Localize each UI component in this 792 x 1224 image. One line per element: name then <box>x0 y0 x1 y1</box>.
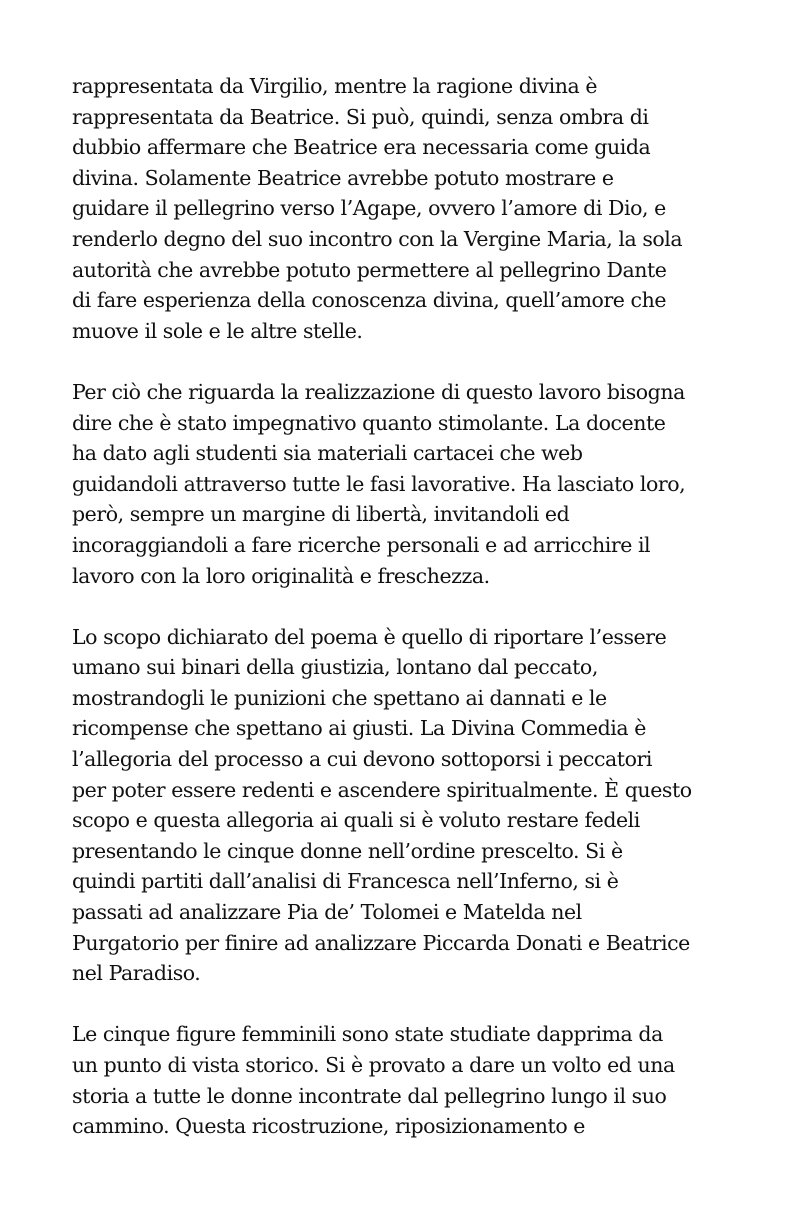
text-line: un punto di vista storico. Si è provato a dare un volto ed una <box>72 1053 675 1077</box>
text-line: di fare esperienza della conoscenza divina, quell’amore che <box>72 288 667 313</box>
text-line: umano sui binari della giustizia, lontano dal peccato, <box>72 655 598 680</box>
text-line: incoraggiandoli a fare ricerche personali e ad arricchire il <box>72 532 651 557</box>
paragraph-4 <box>72 1019 724 1141</box>
text-line: Le cinque figure femminili sono state studiate dapprima da <box>72 1022 663 1047</box>
text-line: ha dato agli studenti sia materiali cartacei che web <box>72 441 583 466</box>
text-line: autorità che avrebbe potuto permettere al pellegrino Dante <box>72 257 667 282</box>
text-line: lavoro con la loro originalità e freschezza. <box>72 563 490 588</box>
text-line: nel Paradiso. <box>72 961 201 986</box>
text-line: quindi partiti dall’analisi di Francesca nell’Inferno, si è <box>72 869 619 894</box>
text-line: muove il sole e le altre stelle. <box>72 318 363 343</box>
text-line: presentando le cinque donne nell’ordine prescelto. Si è <box>72 838 623 863</box>
text-line: dire che è stato impegnativo quanto stimolante. La docente <box>72 410 666 435</box>
text-line: Lo scopo dichiarato del poema è quello di riportare l’essere <box>72 624 667 649</box>
text-line: mostrandogli le punizioni che spettano ai dannati e le <box>72 685 607 710</box>
text-line: guidare il pellegrino verso l’Agape, ovvero l’amore di Dio, e <box>72 196 666 221</box>
text-line: dubbio affermare che Beatrice era necessaria come guida <box>72 135 651 160</box>
text-line: guidandoli attraverso tutte le fasi lavorative. Ha lasciato loro, <box>72 471 686 496</box>
document-page <box>72 71 724 1172</box>
text-line: Per ciò che riguarda la realizzazione di questo lavoro bisogna <box>72 379 685 404</box>
paragraph-1 <box>72 71 724 346</box>
text-line: però, sempre un margine di libertà, invitandoli ed <box>72 502 570 527</box>
text-line: l’allegoria del processo a cui devono sottoporsi i peccatori <box>72 747 652 772</box>
text-line: per poter essere redenti e ascendere spiritualmente. È questo <box>72 777 692 802</box>
paragraph-2 <box>72 377 724 591</box>
text-line: rappresentata da Virgilio, mentre la ragione divina è <box>72 74 598 98</box>
text-line: rappresentata da Beatrice. Si può, quindi, senza ombra di <box>72 104 649 129</box>
text-line: renderlo degno del suo incontro con la Vergine Maria, la sola <box>72 226 683 251</box>
text-line: passati ad analizzare Pia de’ Tolomei e Matelda nel <box>72 900 582 925</box>
paragraph-3 <box>72 622 724 989</box>
text-line: ricompense che spettano ai giusti. La Divina Commedia è <box>72 716 646 741</box>
text-line: Purgatorio per finire ad analizzare Piccarda Donati e Beatrice <box>72 930 690 955</box>
text-line: cammino. Questa ricostruzione, riposizionamento e <box>72 1114 585 1139</box>
text-line: divina. Solamente Beatrice avrebbe potuto mostrare e <box>72 165 614 190</box>
text-line: storia a tutte le donne incontrate dal pellegrino lungo il suo <box>72 1083 667 1108</box>
text-line: scopo e questa allegoria ai quali si è voluto restare fedeli <box>72 808 640 833</box>
